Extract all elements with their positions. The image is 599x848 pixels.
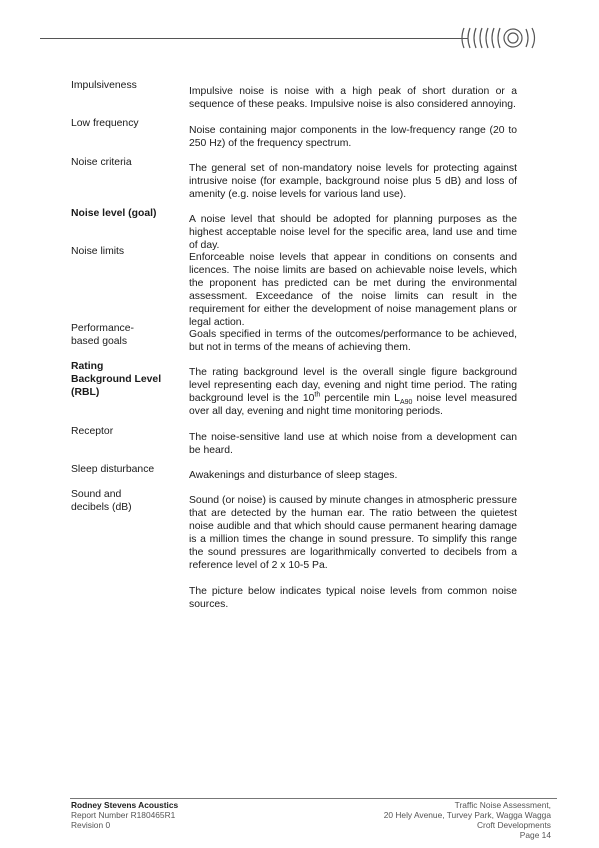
footer-address: 20 Hely Avenue, Turvey Park, Wagga Wagga [383, 810, 551, 820]
term-line: based goals [71, 336, 128, 347]
company-logo-icon [460, 24, 546, 52]
footer-rule [70, 798, 557, 799]
term-low-frequency: Low frequency [71, 118, 139, 129]
term-noise-criteria: Noise criteria [71, 157, 132, 168]
term-performance-based-goals [71, 322, 171, 348]
footer-project: Traffic Noise Assessment, [454, 800, 551, 810]
superscript-text: th [314, 391, 321, 399]
definition-sleep-disturbance: Awakenings and disturbance of sleep stages. [189, 470, 398, 481]
header-rule [40, 38, 468, 39]
term-sleep-disturbance: Sleep disturbance [71, 464, 155, 475]
footer-revision: Revision 0 [71, 820, 111, 830]
term-noise-level-goal: Noise level (goal) [71, 208, 157, 219]
footer-client: Croft Developments [476, 820, 551, 830]
definition-text: noise level measured over all day, evening and night time monitoring periods. [189, 393, 518, 418]
definition-noise-limits: Enforceable noise levels that appear in conditions on consents and licences. The noise limits are based on achievable noise levels, which the proponent has predicted can be met during the environmental assessment. Exceedance of the noise limits can result in the requirement for either the development of noise management plans or legal action. [189, 252, 517, 329]
definition-rating-background-level [189, 366, 517, 418]
footer-page-number: Page 14 [519, 830, 551, 840]
footer-left [71, 800, 178, 830]
term-line: Sound and [71, 489, 122, 500]
definition-noise-criteria: The general set of non-mandatory noise levels for protecting against intrusive noise (for example, background noise plus 5 dB) and loss of amenity (e.g. noise levels for various land use). [189, 163, 517, 201]
definition-performance-based-goals: Goals specified in terms of the outcomes/performance to be achieved, but not in terms of the means of achieving them. [189, 329, 517, 354]
term-impulsiveness: Impulsiveness [71, 80, 137, 91]
term-sound-and-decibels [71, 488, 171, 514]
subscript-text: A90 [399, 399, 413, 407]
definition-impulsiveness: Impulsive noise is noise with a high peak of short duration or a sequence of these peaks. Impulsive noise is also considered annoying. [189, 86, 517, 111]
term-noise-limits: Noise limits [71, 246, 125, 257]
definition-low-frequency: Noise containing major components in the low-frequency range (20 to 250 Hz) of the frequency spectrum. [189, 125, 517, 150]
term-line: Performance- [71, 323, 134, 334]
term-rating-background-level [71, 360, 171, 399]
definition-receptor: The noise-sensitive land use at which noise from a development can be heard. [189, 432, 517, 457]
footer-company: Rodney Stevens Acoustics [71, 800, 179, 810]
term-line: decibels (dB) [71, 502, 132, 513]
footer-report-number: Report Number R180465R1 [71, 810, 176, 820]
definition-noise-level-goal: A noise level that should be adopted for planning purposes as the highest acceptable noise level for the specific area, land use and time of day. [189, 214, 517, 252]
term-line: Background Level [71, 374, 162, 385]
term-receptor: Receptor [71, 426, 114, 437]
definition-noise-picture-note: The picture below indicates typical noise levels from common noise sources. [189, 586, 517, 611]
term-line: Rating [71, 361, 104, 372]
definition-text: The rating background level is the overall single figure background level representing each day, evening and night time period. The rating background level is the 10 [189, 367, 517, 405]
footer-right [384, 800, 551, 840]
definition-sound-and-decibels: Sound (or noise) is caused by minute changes in atmospheric pressure that are detected by the human ear. The ratio between the quietest noise audible and that which should cause permanent hearing damage is a million times the change in sound pressure. To simplify this range the sound pressures are logarithmically converted to decibels from a reference level of 2 x 10-5 Pa. [189, 495, 517, 572]
definition-text: percentile min L [320, 393, 400, 405]
term-line: (RBL) [71, 387, 100, 398]
